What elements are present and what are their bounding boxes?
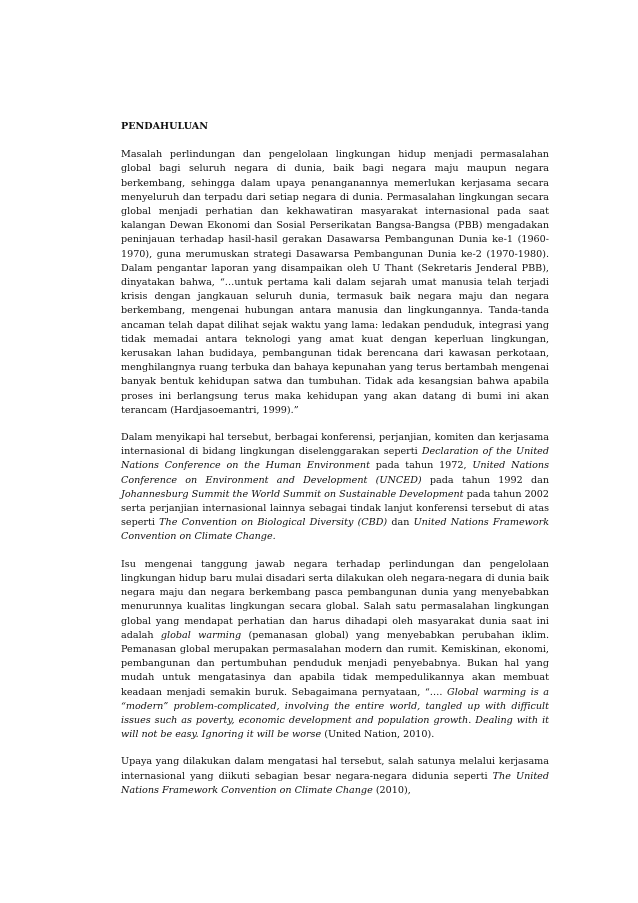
section-heading: PENDAHULUAN (121, 121, 208, 132)
text-run: pada tahun 1992 dan (421, 474, 549, 486)
text-run: (pemanasan global) yang menyebabkan perubahan iklim. Pemanasan global merupakan permasalahan modern dan rumit. Kemiskinan, ekonomi, pembangunan dan pertumbuhan penduduk menjadi penyebabnya. Bukan hal yang mudah untuk mengatasinya dan apabila tidak mempedulikannya akan membuat keadaan menjadi semakin buruk. Sebagaimana pernyataan, “…. (121, 629, 549, 698)
italic-text-run: United Nations Framework Convention on Climate Change (121, 517, 550, 543)
text-run: (United Nation, 2010). (321, 729, 435, 741)
text-run: . (272, 531, 276, 543)
text-run: pada tahun 2002 serta perjanjian internasional lainnya sebagai tindak lanjut konferensi tersebut di atas seperti (121, 488, 549, 529)
text-run: (2010), (372, 784, 411, 796)
italic-text-run: Declaration of the United Nations Conference on the Human Environment (121, 446, 549, 472)
text-run: Isu mengenai tanggung jawab negara terhadap perlindungan dan pengelolaan lingkungan hidup baru mulai disadari serta dilakukan oleh negara-negara di dunia baik negara maju dan negara berkembang pasca pembangunan dunia yang menyebabkan menurunnya kualitas lingkungan secara global. Salah satu permasalahan lingkungan global yang mendapat perhatian dan harus dihadapi oleh masyarakat dunia saat ini adalah (121, 558, 549, 641)
paragraph (121, 148, 549, 418)
italic-text-run: Johannesburg Summit the World Summit on Sustainable Development (121, 488, 464, 500)
italic-text-run: Global warming is a “modern” problem-complicated, involving the entire world, tangled up with difficult issues such as poverty, economic development and population growth. Dealing with it will not be easy. Ignoring it will be worse (121, 686, 549, 741)
italic-text-run: United Nations Conference on Environment and Development (UNCED) (121, 460, 549, 486)
italic-text-run: The United Nations Framework Convention on Climate Change (121, 770, 550, 796)
paragraph (121, 558, 549, 743)
italic-text-run: global warming (160, 629, 242, 641)
paragraph (121, 431, 549, 545)
document-body (121, 120, 549, 798)
italic-text-run: The Convention on Biological Diversity (CBD) (159, 517, 388, 529)
text-run: Upaya yang dilakukan dalam mengatasi hal tersebut, salah satunya melalui kerjasama internasional yang diikuti sebagian besar negara-negara didunia seperti (121, 756, 549, 782)
text-run: Masalah perlindungan dan pengelolaan lingkungan hidup menjadi permasalahan global bagi seluruh negara di dunia, baik bagi negara maju maupun negara berkembang, sehingga dalam upaya penanganannya memerlukan kerjasama secara menyeluruh dan terpadu dari setiap negara di dunia. Permasalahan lingkungan secara global menjadi perhatian dan kekhawatiran masyarakat internasional pada saat kalangan Dewan Ekonomi dan Sosial Perserikatan Bangsa-Bangsa (PBB) mengadakan peninjauan terhadap hasil-hasil gerakan Dasawarsa Pembangunan Dunia ke-1 (1960-1970), guna merumuskan strategi Dasawarsa Pembangunan Dunia ke-2 (1970-1980). Dalam pengantar laporan yang disampaikan oleh U Thant (Sekretaris Jenderal PBB), dinyatakan bahwa, “…untuk pertama kali dalam sejarah umat manusia telah terjadi krisis dengan jangkauan seluruh dunia, termasuk baik negara maju dan negara berkembang, mengenai hubungan antara manusia dan lingkungannya. Tanda-tanda ancaman telah dapat dilihat sejak waktu yang lama: ledakan penduduk, integrasi yang tidak memadai antara teknologi yang amat kuat dengan keperluan lingkungan, kerusakan lahan budidaya, pembangunan tidak berencana dari kawasan perkotaan, menghilangnya ruang terbuka dan bahaya kepunahan yang terus bertambah mengenai banyak bentuk kehidupan satwa dan tumbuhan. Tidak ada kesangsian bahwa apabila proses ini berlangsung terus maka kehidupan yang akan datang di bumi ini akan terancam (Hardjasoemantri, 1999).” (121, 149, 549, 416)
paragraph (121, 755, 549, 798)
text-run: pada tahun 1972, (369, 460, 473, 472)
text-run: dan (387, 517, 414, 529)
text-run: Dalam menyikapi hal tersebut, berbagai konferensi, perjanjian, komiten dan kerjasama internasional di bidang lingkungan diselenggarakan seperti (121, 432, 549, 458)
